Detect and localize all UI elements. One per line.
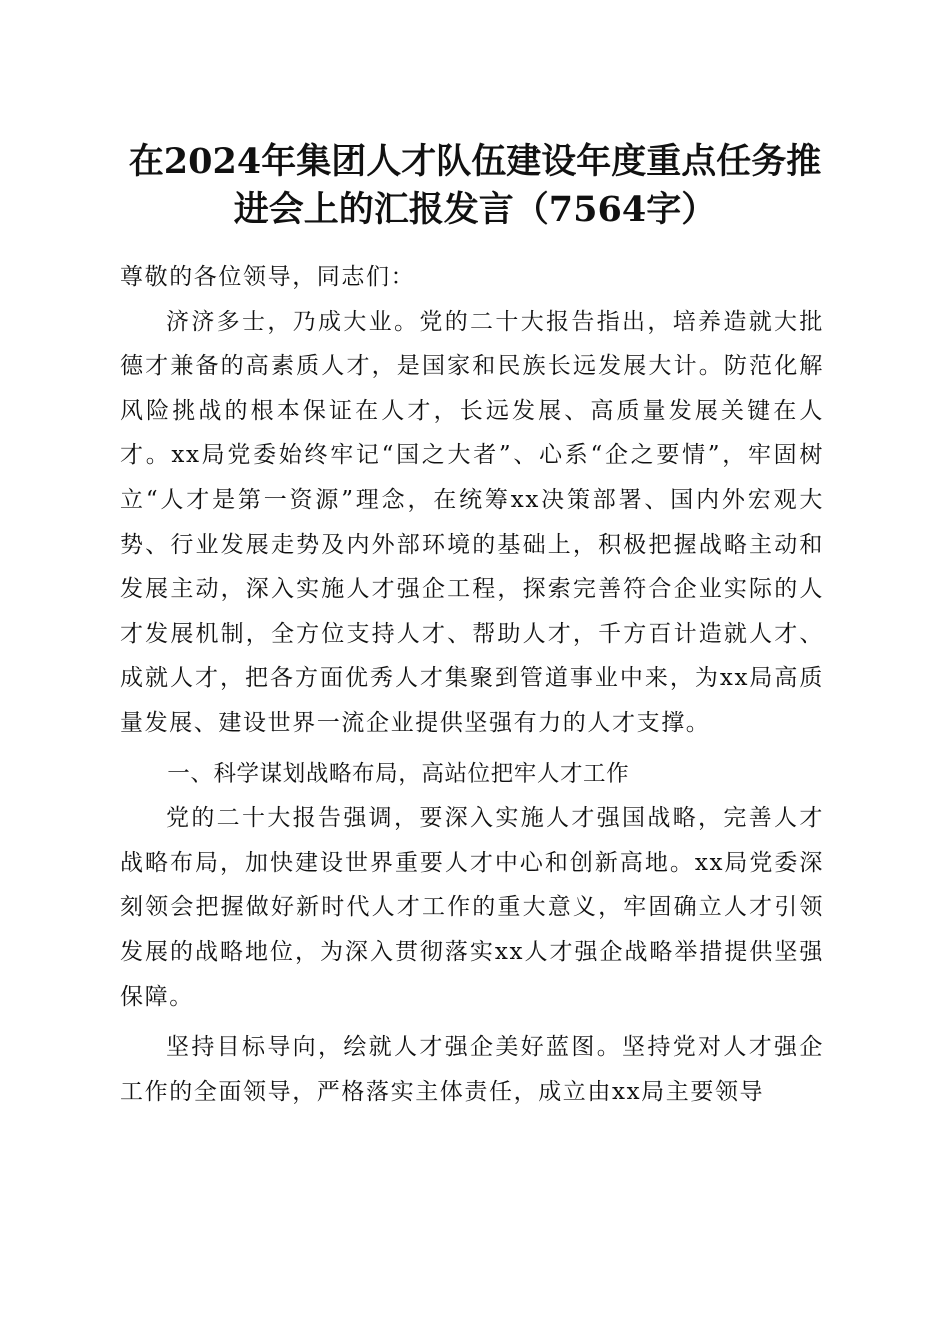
salutation: 尊敬的各位领导，同志们： [120, 264, 416, 290]
document-body [120, 255, 824, 1114]
section-heading-1: 一、科学谋划战略布局，高站位把牢人才工作 [167, 760, 630, 787]
title-line-1: 在2024年集团人才队伍建设年度重点任务推 [128, 141, 822, 182]
paragraph-section-1: 党的二十大报告强调，要深入实施人才强国战略，完善人才战略布局，加快建设世界重要人才中心和创新高地。xx局党委深刻领会把握做好新时代人才工作的重大意义，牢固确立人才引领发展的战略地位，为深入贯彻落实xx人才强企战略举措提供坚强保障。 [120, 805, 824, 1010]
paragraph-intro: 济济多士，乃成大业。党的二十大报告指出，培养造就大批德才兼备的高素质人才，是国家和民族长远发展大计。防范化解风险挑战的根本保证在人才，长远发展、高质量发展关键在人才。xx局党委始终牢记“国之大者”、心系“企之要情”，牢固树立“人才是第一资源”理念，在统筹xx决策部署、国内外宏观大势、行业发展走势及内外部环境的基础上，积极把握战略主动和发展主动，深入实施人才强企工程，探索完善符合企业实际的人才发展机制，全方位支持人才、帮助人才，千方百计造就人才、成就人才，把各方面优秀人才集聚到管道事业中来，为xx局高质量发展、建设世界一流企业提供坚强有力的人才支撑。 [120, 308, 824, 736]
paragraph-section-1-b: 坚持目标导向，绘就人才强企美好蓝图。坚持党对人才强企工作的全面领导，严格落实主体责任，成立由xx局主要领导 [120, 1034, 824, 1105]
title-line-2: 进会上的汇报发言（7564字） [233, 189, 717, 230]
document-title [110, 138, 840, 234]
